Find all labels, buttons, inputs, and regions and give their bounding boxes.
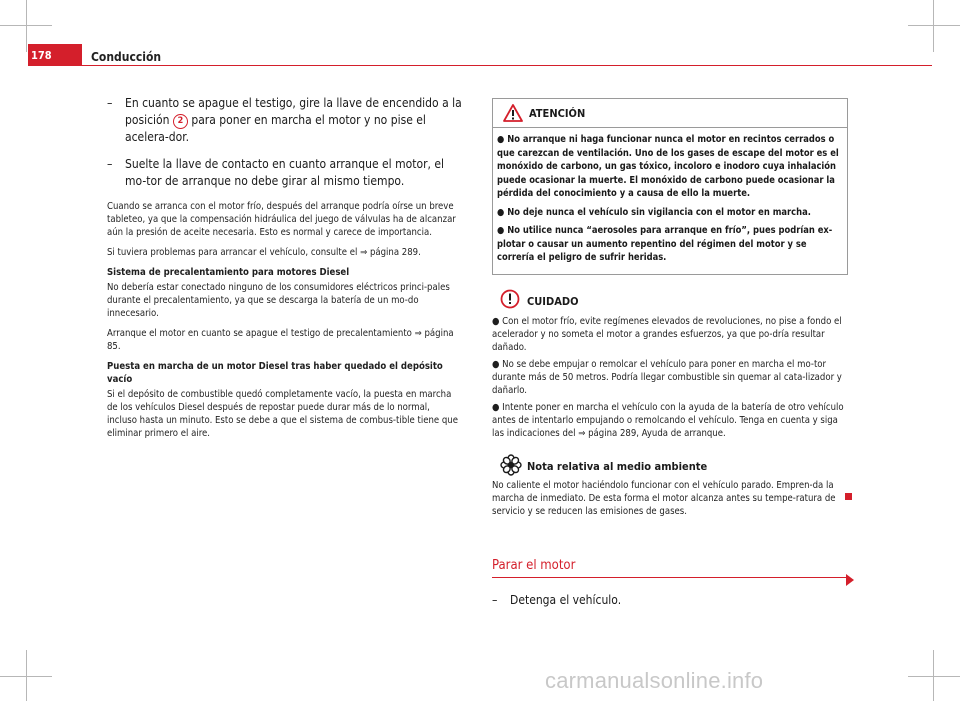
step-dash: – xyxy=(107,157,113,171)
step-dash: – xyxy=(492,592,498,607)
crop-mark xyxy=(908,25,960,26)
page-number: 178 xyxy=(31,49,52,62)
warning-item: ● No arranque ni haga funcionar nunca el motor en recintos cerrados o que carezcan de ventilación. Uno de los gases de escape del motor es el monóxido de carbono, un gas tóxico, incoloro e inodoro cuya inhalación puede ocasionar la muerte. El monóxido de carbono puede ocasionar la pérdida del conocimiento y a causa de ello la muerte. xyxy=(497,134,839,199)
crop-mark xyxy=(933,650,934,701)
continue-arrow-icon xyxy=(846,574,854,586)
step-item xyxy=(107,156,462,190)
caution-exclamation-icon xyxy=(500,289,520,313)
chapter-title: Conducción xyxy=(91,50,162,64)
step-text: En cuanto se apague el testigo, gire la llave de encendido a la posición xyxy=(125,96,462,127)
warning-triangle-icon xyxy=(503,104,523,126)
crop-mark xyxy=(908,676,960,677)
crop-mark xyxy=(933,0,934,52)
warning-item: ● No deje nunca el vehículo sin vigilancia con el motor en marcha. xyxy=(497,206,811,218)
warning-header xyxy=(493,99,847,128)
crop-mark xyxy=(26,0,27,52)
key-position-marker: 2 xyxy=(173,114,188,129)
step-dash: – xyxy=(107,96,113,110)
header-divider xyxy=(82,65,932,66)
step-text: Suelte la llave de contacto en cuanto arranque el motor, el mo-tor de arranque no debe girar al mismo tiempo. xyxy=(125,157,445,188)
environment-title: Nota relativa al medio ambiente xyxy=(527,459,708,473)
end-of-section-marker xyxy=(845,493,852,500)
section-title: Parar el motor xyxy=(492,558,846,578)
right-column xyxy=(492,98,848,619)
caution-header xyxy=(492,289,848,311)
step-item xyxy=(492,592,848,609)
left-column xyxy=(107,95,462,447)
environment-text: No caliente el motor haciéndolo funcionar con el vehículo parado. Empren-da la marcha de inmediato. De esta forma el motor alcanza antes su tempe-ratura de servicio y se reducen las emisiones de gases. xyxy=(492,479,836,517)
step-text: Detenga el vehículo. xyxy=(510,592,622,607)
subheading: Sistema de precalentamiento para motores Diesel xyxy=(107,267,350,278)
subheading: Puesta en marcha de un motor Diesel tras haber quedado el depósito vacío xyxy=(107,361,443,385)
warning-body xyxy=(493,128,847,274)
step-text: para poner en marcha el motor y no pise el acelera-dor. xyxy=(125,113,426,144)
page-reference-paragraph: Arranque el motor en cuanto se apague el testigo de precalentamiento ⇒ página 85. xyxy=(107,328,454,352)
page-reference-paragraph: Si tuviera problemas para arrancar el vehículo, consulte el ⇒ página 289. xyxy=(107,247,421,258)
crop-mark xyxy=(26,650,27,701)
step-item xyxy=(107,95,462,146)
warning-item: ● No utilice nunca “aerosoles para arranque en frío”, pues podrían ex-plotar o causar un aumento repentino del régimen del motor y se correría el peligro de sufrir heridas. xyxy=(497,225,833,263)
caution-item: ● No se debe empujar o remolcar el vehículo para poner en marcha el mo-tor durante más de 50 metros. Podría llegar combustible sin quemar al cata-lizador y dañarlo. xyxy=(492,358,842,396)
warning-title: ATENCIÓN xyxy=(529,107,586,120)
paragraph: Si el depósito de combustible quedó completamente vacío, la puesta en marcha de los vehículos Diesel después de repostar puede durar más de lo normal, incluso hasta un minuto. Esto se debe a que el sistema de combus-tible tiene que eliminar primero el aire. xyxy=(107,389,458,439)
environment-header xyxy=(492,454,848,476)
warning-box xyxy=(492,98,848,275)
paragraph: No debería estar conectado ninguno de los consumidores eléctricos princi-pales durante el precalentamiento, ya que se descarga la batería de un mo-do innecesario. xyxy=(107,282,450,319)
caution-item: ● Intente poner en marcha el vehículo con la ayuda de la batería de otro vehículo antes de intentarlo empujando o remolcando el vehículo. Tenga en cuenta y siga las indicaciones del ⇒ página 289, Ayuda de arranque. xyxy=(492,401,844,439)
paragraph: Cuando se arranca con el motor frío, después del arranque podría oírse un breve tableteo, ya que la compensación hidráulica del juego de válvulas ha de alcanzar aún la presión de aceite necesaria. Esto es normal y carece de importancia. xyxy=(107,201,456,238)
caution-title: CUIDADO xyxy=(527,294,579,308)
caution-item: ● Con el motor frío, evite regímenes elevados de revoluciones, no pise a fondo el acelerador y no someta el motor a grandes esfuerzos, ya que po-dría resultar dañado. xyxy=(492,315,842,353)
environment-flower-icon xyxy=(500,454,522,480)
watermark: carmanualsonline.info xyxy=(545,668,764,693)
